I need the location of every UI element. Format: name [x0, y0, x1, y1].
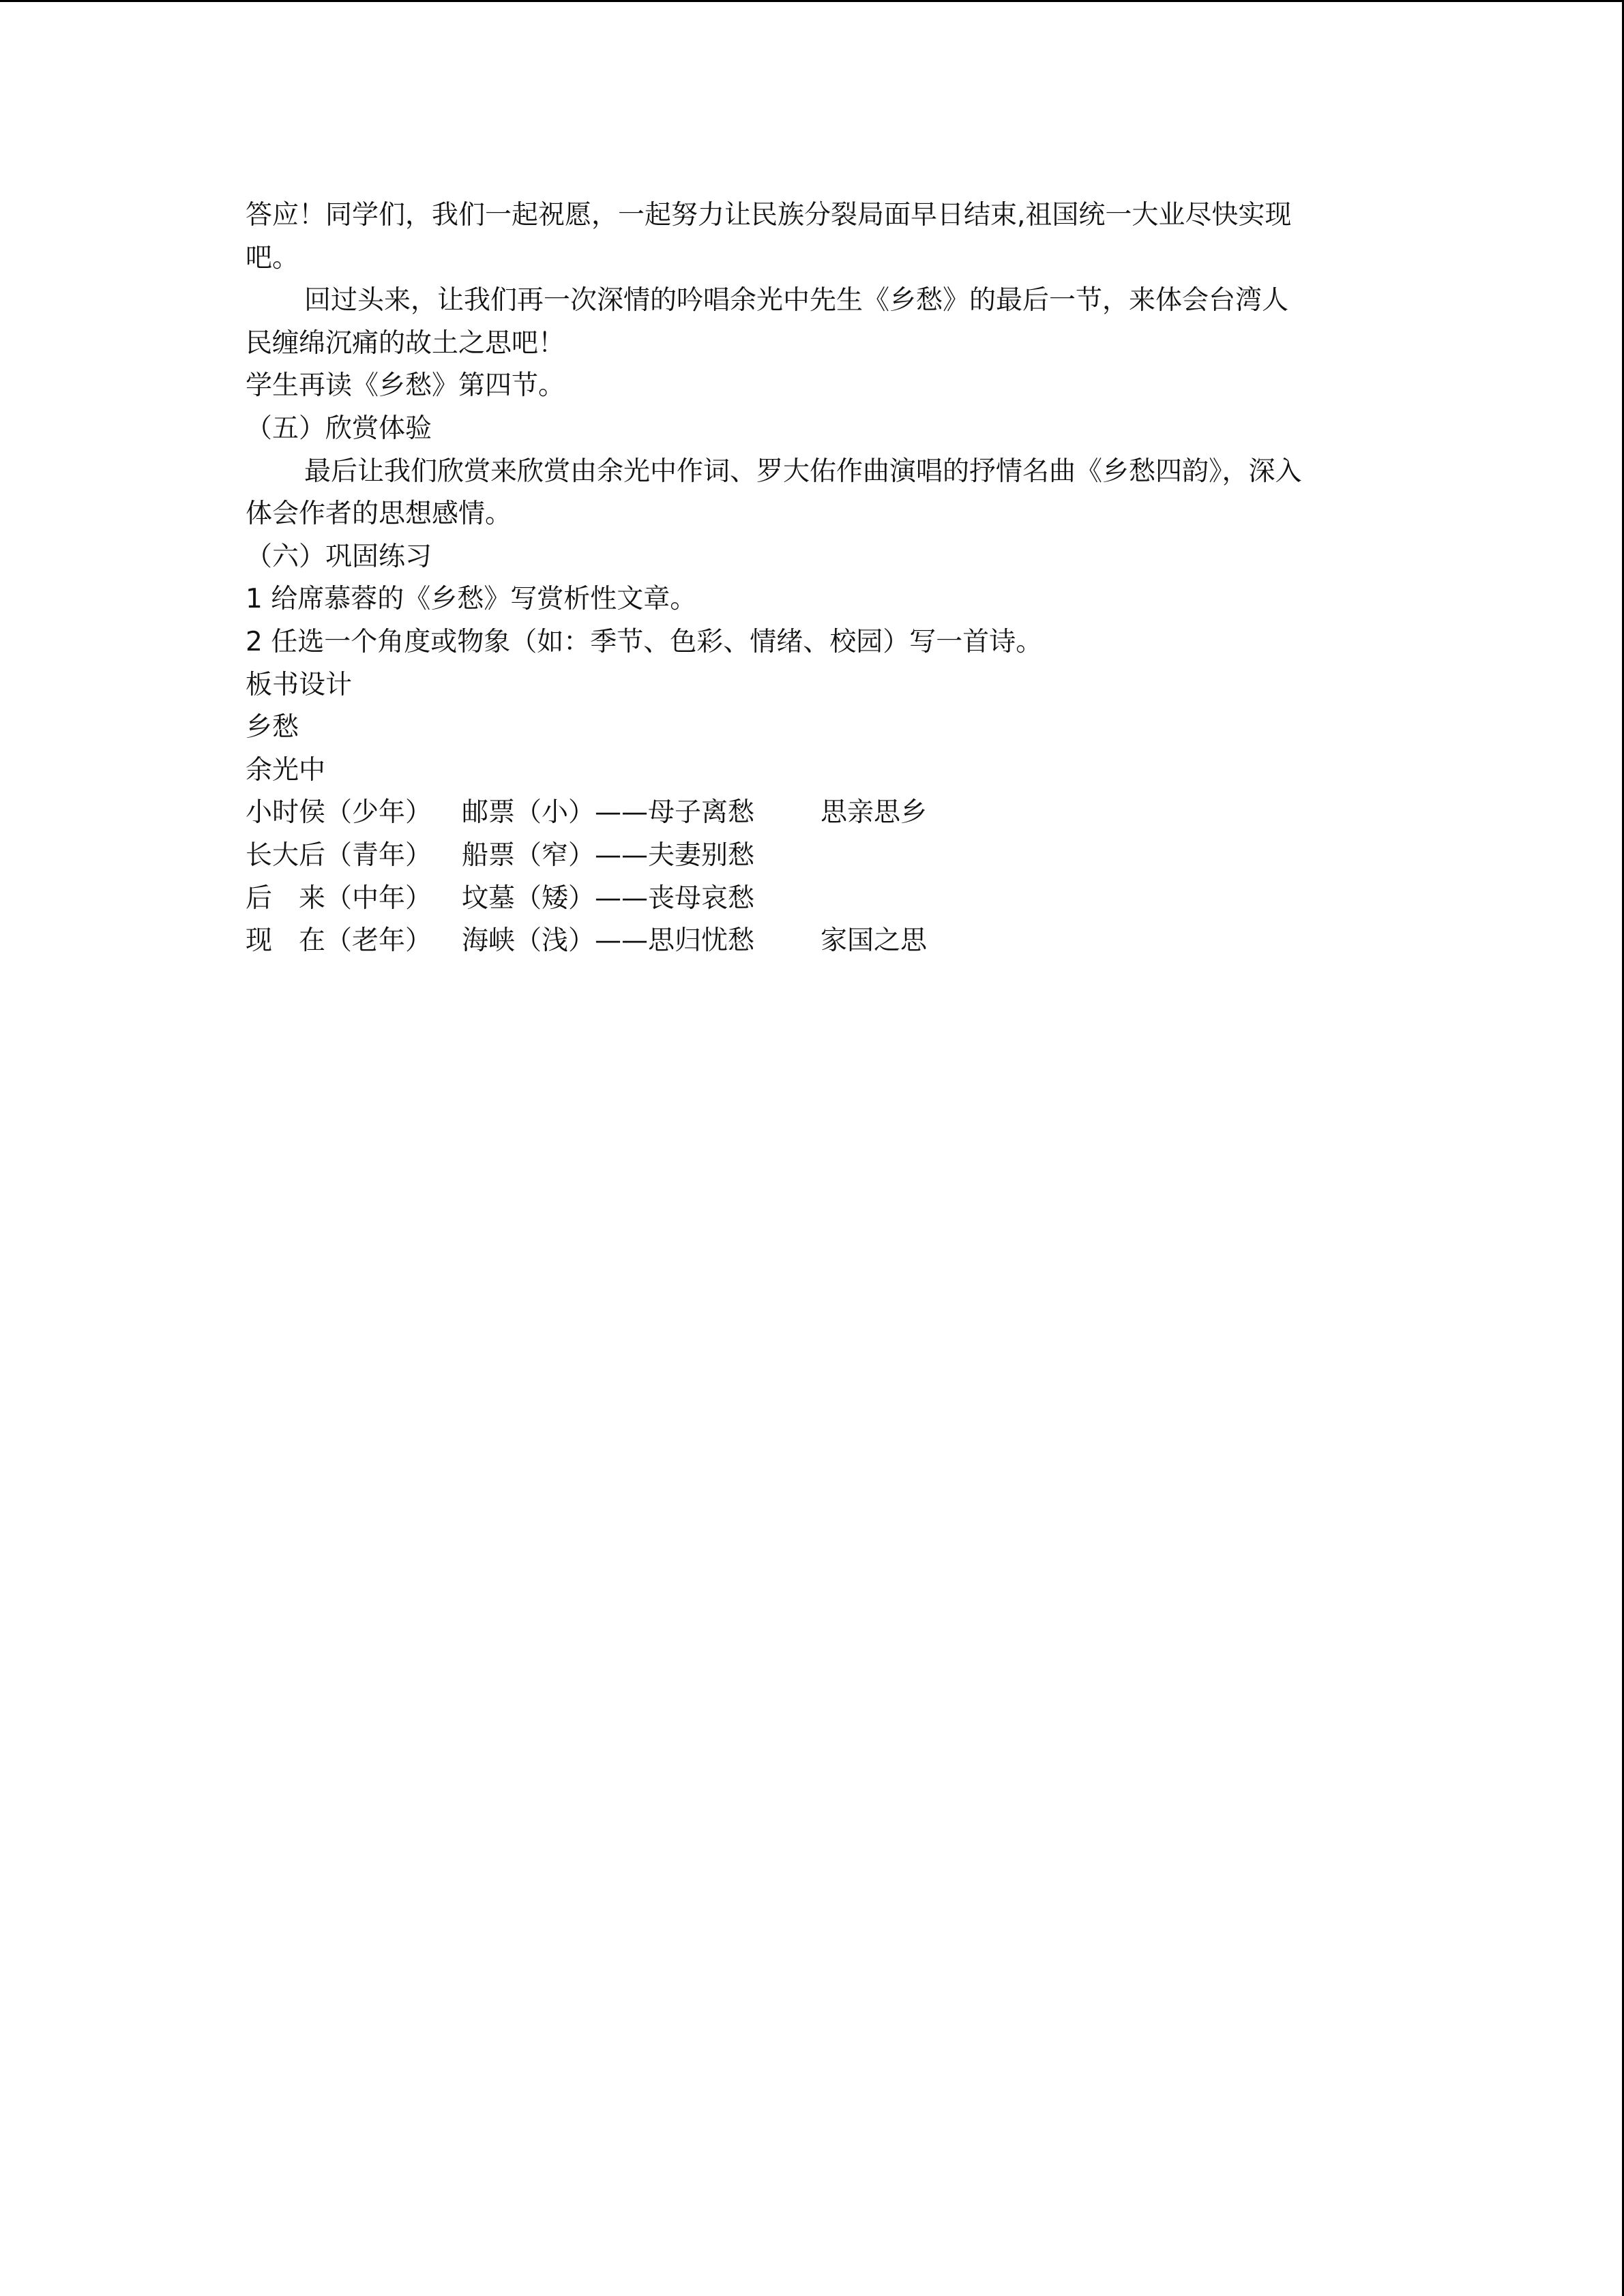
paragraph-4-line-2: 体会作者的思想感情。	[246, 498, 512, 530]
board-item: 海峡（浅）——思归忧愁	[462, 925, 755, 957]
section-6-heading: （六）巩固练习	[246, 541, 432, 572]
board-row	[246, 835, 1385, 878]
board-theme: 家国之思	[821, 925, 928, 957]
document-body	[246, 194, 1385, 963]
board-item: 船票（窄）——夫妻别愁	[462, 839, 755, 871]
board-time: 小时侯（少年）	[246, 797, 432, 829]
paragraph-2-line-2: 民缠绵沉痛的故土之思吧！	[246, 327, 565, 359]
exercise-1: 1 给席慕蓉的《乡愁》写赏析性文章。	[246, 584, 697, 615]
board-item: 坟墓（矮）——丧母哀愁	[462, 882, 755, 914]
board-time: 长大后（青年）	[246, 839, 432, 871]
board-theme: 思亲思乡	[821, 797, 928, 829]
board-design-heading: 板书设计	[246, 669, 353, 700]
board-poem-title: 乡愁	[246, 712, 299, 743]
exercise-2: 2 任选一个角度或物象（如：季节、色彩、情绪、校园）写一首诗。	[246, 626, 1043, 657]
board-time: 后 来（中年）	[246, 882, 432, 914]
paragraph-3: 学生再读《乡愁》第四节。	[246, 370, 565, 402]
board-item: 邮票（小）——母子离愁	[462, 797, 755, 829]
paragraph-4-line-1: 最后让我们欣赏来欣赏由余光中作词、罗大佑作曲演唱的抒情名曲《乡愁四韵》，深入	[304, 456, 1302, 487]
paragraph-2-line-1: 回过头来，让我们再一次深情的吟唱余光中先生《乡愁》的最后一节，来体会台湾人	[304, 285, 1289, 316]
board-row	[246, 878, 1385, 921]
paragraph-1-line-1: 答应！同学们，我们一起祝愿，一起努力让民族分裂局面早日结束,祖国统一大业尽快实现	[246, 200, 1292, 230]
board-time: 现 在（老年）	[246, 925, 432, 957]
board-row	[246, 920, 1385, 963]
board-author: 余光中	[246, 754, 326, 786]
paragraph-1-line-2: 吧。	[246, 242, 299, 273]
board-row	[246, 792, 1385, 835]
section-5-heading: （五）欣赏体验	[246, 413, 432, 444]
